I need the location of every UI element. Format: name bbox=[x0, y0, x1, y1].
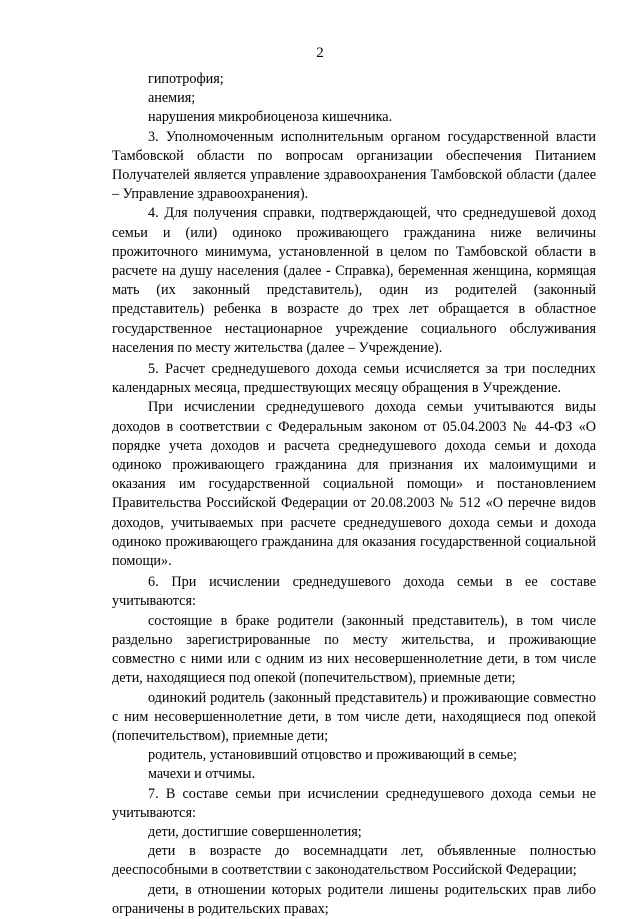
list-item-single-parent: одинокий родитель (законный представитель) и проживающие совместно с ним несовершеннолетние дети, в том числе дети, находящиеся под опекой (попечительством), приемные дети; bbox=[112, 689, 596, 744]
list-item-microbiocenosis: нарушения микробиоценоза кишечника. bbox=[148, 109, 393, 126]
list-item-married-parents: состоящие в браке родители (законный представитель), в том числе раздельно зарегистрированные по месту жительства, и проживающие совместно с ними или с одним из них несовершеннолетние дети, в том числе дети, находящиеся под опекой (попечительством), приемные дети; bbox=[112, 612, 596, 687]
list-item-anemia: анемия; bbox=[148, 90, 196, 107]
list-item-hypotrophy: гипотрофия; bbox=[148, 71, 224, 87]
page-number: 2 bbox=[316, 45, 324, 61]
list-item-emancipated-children: дети в возрасте до восемнадцати лет, объявленные полностью дееспособными в соответствии с законодательством Российской Федерации; bbox=[112, 843, 596, 879]
paragraph-5: 5. Расчет среднедушевого дохода семьи исчисляется за три последних календарных месяца, предшествующих месяцу обращения в Учреждение. bbox=[112, 361, 596, 397]
document-body bbox=[112, 70, 596, 919]
list-item-paternity-parent: родитель, установивший отцовство и проживающий в семье; bbox=[148, 747, 517, 764]
paragraph-5-income: При исчислении среднедушевого дохода семьи учитываются виды доходов в соответствии с Федеральным законом от 05.04.2003 № 44-ФЗ «О порядке учета доходов и расчета среднедушевого дохода семьи и дохода одиноко проживающего гражданина для признания их малоимущими и оказания им государственной социальной помощи» и постановлением Правительства Российской Федерации от 20.08.2003 № 512 «О перечне видов доходов, учитываемых при расчете среднедушевого дохода семьи и дохода одиноко проживающего гражданина для оказания государственной социальной помощи». bbox=[112, 399, 596, 570]
paragraph-7: 7. В составе семьи при исчислении среднедушевого дохода семьи не учитываются: bbox=[112, 785, 596, 821]
list-item-stepparents: мачехи и отчимы. bbox=[148, 766, 256, 783]
paragraph-4: 4. Для получения справки, подтверждающей, что среднедушевой доход семьи и (или) одиноко проживающего гражданина ниже величины прожиточного минимума, установленной в целом по Тамбовской области в расчете на душу населения (далее - Справка), беременная женщина, кормящая мать (их законный представитель), один из родителей (законный представитель) ребенка в возрасте до трех лет обращается в областное государственное нестационарное учреждение социального обслуживания населения по месту жительства (далее – Учреждение). bbox=[112, 205, 596, 356]
paragraph-6: 6. При исчислении среднедушевого дохода семьи в ее составе учитываются: bbox=[112, 574, 596, 610]
list-item-deprived-rights-children: дети, в отношении которых родители лишены родительских прав либо ограничены в родительских правах; bbox=[112, 881, 596, 917]
list-item-adult-children: дети, достигшие совершеннолетия; bbox=[148, 823, 362, 840]
paragraph-3: 3. Уполномоченным исполнительным органом государственной власти Тамбовской области по вопросам организации обеспечения Питанием Получателей является управление здравоохранения Тамбовской области (далее – Управление здравоохранения). bbox=[112, 128, 596, 203]
